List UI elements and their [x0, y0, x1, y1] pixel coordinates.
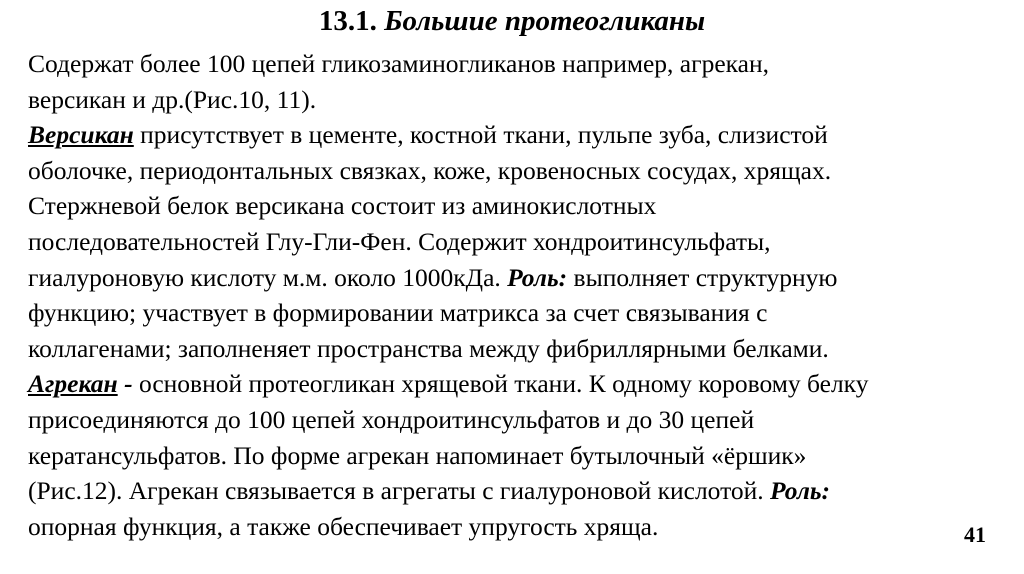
text-fragment: присутствует в цементе, костной ткани, пульпе зуба, слизистой — [133, 120, 828, 150]
text-fragment: (Рис.12). Агрекан связывается в агрегаты с гиалуроновой кислотой. — [28, 476, 771, 506]
text-line: опорная функция, а также обеспечивает упругость хряща. — [28, 511, 659, 541]
body-text — [28, 46, 1003, 544]
text-line — [28, 473, 1003, 509]
text-line: коллагенами; заполненяет пространства между фибриллярными белками. — [28, 333, 829, 363]
text-line: последовательностей Глу-Гли-Фен. Содержит хондроитинсульфаты, — [28, 226, 771, 256]
slide-title — [0, 4, 1024, 38]
text-line — [28, 260, 1003, 296]
role-label: Роль: — [507, 262, 568, 292]
section-number: 13.1. — [318, 5, 377, 37]
text-line: присоединяются до 100 цепей хондроитинсульфатов и до 30 цепей — [28, 404, 755, 434]
text-fragment: основной протеогликан хрящевой ткани. К одному коровому белку — [132, 369, 869, 399]
text-line: Стержневой белок версикана состоит из аминокислотных — [28, 191, 657, 221]
text-fragment: гиалуроновую кислоту м.м. около 1000кДа. — [28, 262, 508, 292]
page-number: 41 — [964, 522, 986, 547]
text-line: Содержат более 100 цепей гликозаминогликанов например, агрекан, — [28, 49, 769, 78]
text-line: версикан и др.(Рис.10, 11). — [28, 84, 317, 114]
text-line — [28, 366, 1003, 402]
text-line: функцию; участвует в формировании матрикса за счет связывания с — [28, 298, 768, 328]
term-aggrecan: Агрекан — [28, 369, 118, 399]
term-dash: - — [117, 369, 133, 399]
text-line: кератансульфатов. По форме агрекан напоминает бутылочный «ёршик» — [28, 440, 807, 470]
text-fragment: выполняет структурную — [567, 262, 838, 292]
section-title: Большие протеогликаны — [384, 5, 706, 37]
text-line — [28, 117, 1003, 153]
term-versican: Версикан — [28, 120, 134, 150]
role-label: Роль: — [770, 476, 831, 506]
text-line: оболочке, периодонтальных связках, коже, кровеносных сосудах, хрящах. — [28, 155, 832, 185]
